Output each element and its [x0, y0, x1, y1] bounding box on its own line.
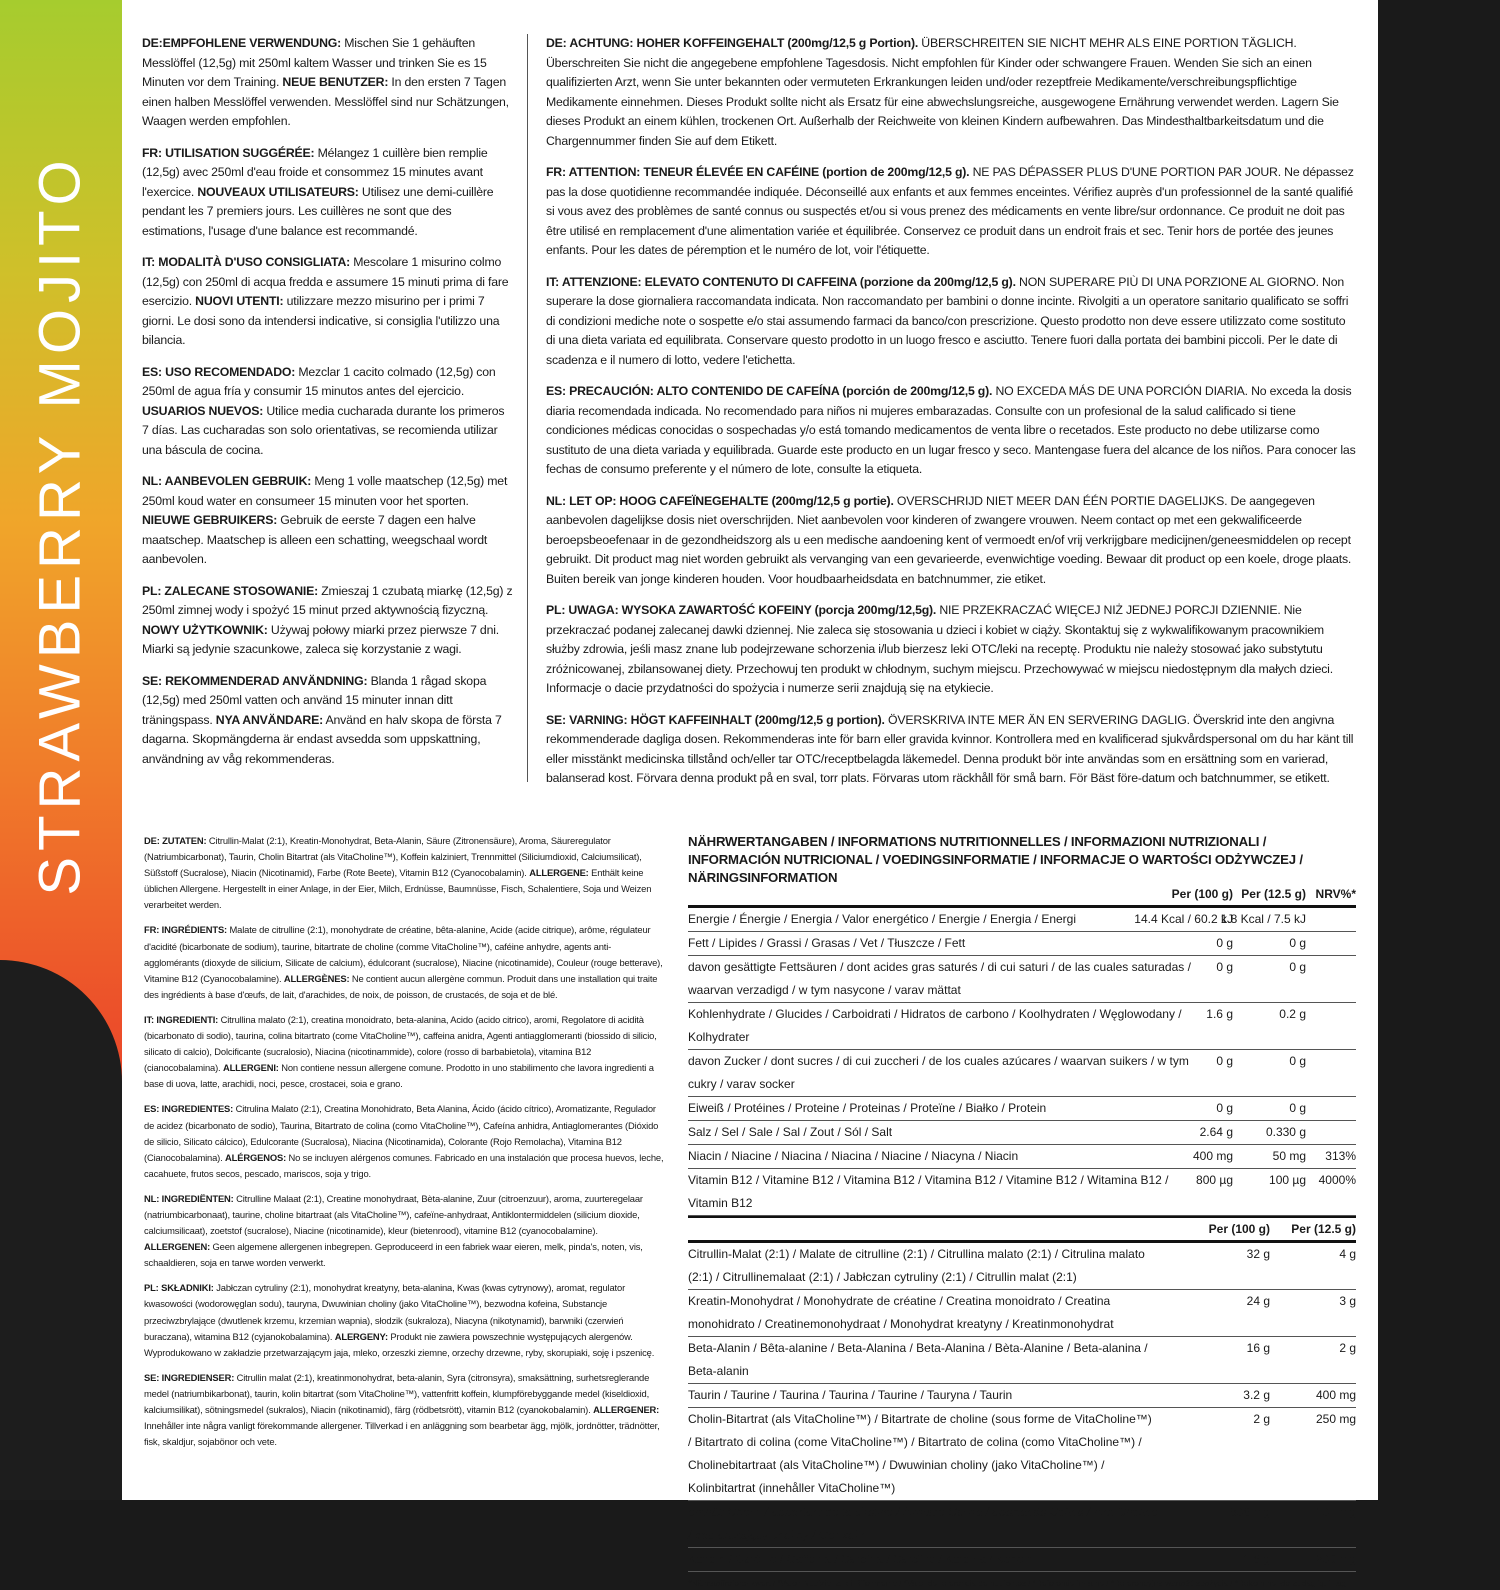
usage-subheading: NOUVEAUX UTILISATEURS: [197, 184, 359, 199]
usage-subheading: NYA ANVÄNDARE: [215, 712, 323, 727]
ingredients-heading: FR: INGRÉDIENTS: [144, 924, 228, 936]
active-row [688, 1408, 1356, 1501]
value-per-serving: 0 g [1289, 1101, 1306, 1115]
usage-heading: UTILISATION SUGGÉRÉE: [161, 145, 315, 160]
nutrition-rows [688, 908, 1356, 1216]
usage-lang: NL: [142, 474, 162, 488]
usage-paragraph [142, 34, 514, 132]
ingredients-paragraph [144, 1280, 664, 1360]
ingredients-text: Citrullina malato (2:1), creatina monoidrato, beta-alanina, Acido (acido citrico), aromi, Regolatore di acidità (bicarbonato di sodio), taurina, colina bitartrato (come VitaCholine™), caffeina anidra, Agenti antiagglomeranti (biossido di silicio, silicato di calcio), Dolcificante (sucralosio), Niacina (nicotinammide), colore (rosso di barbabietola), vitamina B12 (cianocobalamina). [144, 1013, 657, 1074]
usage-subheading: NUOVI UTENTI: [195, 294, 284, 308]
value-per-serving: 0 g [1289, 1054, 1306, 1068]
warning-text: NON SUPERARE PIÙ DI UNA PORZIONE AL GIORNO. Non superare la dose giornaliera raccomandata indicata. Non raccomandato per bambini o donne incinte. Rivolgiti a un operatore sanitario qualificato se soffri di condizioni mediche note o sospette e/o stai assumendo farmaci da banco/con prescrizione. Questo prodotto non deve essere utilizzato come sostituto di una dieta variata ed equilibrata. Conservare questo prodotto in un luogo fresco e asciutto. Tenere fuori dalla portata dei bambini piccoli. Per le date di scadenza e il numero di lotto, vedere l'etichetta. [546, 274, 1349, 367]
active-row [688, 1548, 1356, 1572]
usage-lang: ES: [142, 364, 162, 379]
nutrient-label: davon Zucker / dont sucres / di cui zuccheri / de los cuales azúcares / waarvan suikers / w tym cukry / varav socker [688, 1054, 1189, 1091]
value-per-serving: 50 mg [1272, 1149, 1306, 1163]
allergens-heading: ALLERGÈNES: [283, 972, 350, 984]
usage-text: Mezclar 1 cacito colmado (12,5g) con 250ml de agua fría y consumir 15 minutos antes del ejercicio. [142, 364, 496, 398]
warning-lang: ES: [546, 384, 566, 398]
warning-paragraph [546, 34, 1356, 151]
col-per-100g: Per (100 g) [1171, 887, 1233, 901]
value-per-100g: 32 g [1246, 1247, 1270, 1261]
value-per-serving: 3 g [1339, 1294, 1356, 1308]
ingredients-text: Citrulina Malato (2:1), Creatina Monohidrato, Beta Alanina, Ácido (ácido cítrico), Aromatizante, Regulador de acidez (bicarbonato de sodio), Taurina, Bitartrato de colina (como VitaCholine™), Cafeína anhidra, Antiaglomerantes (Dióxido de silicio, Silicato cálcico), Edulcorante (Sucralosa), Niacina (Nicotinamida), Colorante (Rojo Remolacha), Vitamina B12 (Cianocobalamina). [144, 1103, 659, 1163]
nutrition-row [688, 1169, 1356, 1216]
sub-col-per-100g: Per (100 g) [1208, 1222, 1270, 1236]
warning-heading: ATTENZIONE: ELEVATO CONTENUTO DI CAFFEINA (porzione da 200mg/12,5 g). [559, 274, 1016, 289]
usage-heading: REKOMMENDERAD ANVÄNDNING: [161, 673, 368, 688]
nutrition-row [688, 956, 1356, 1003]
usage-text: Mischen Sie 1 gehäuften Messlöffel (12,5g) mit 250ml kaltem Wasser und trinken Sie es 15 Minuten vor dem Training. [142, 36, 487, 89]
usage-text: Blanda 1 rågad skopa (12,5g) med 250ml vatten och använd 15 minuter innan ditt träningspass. [142, 673, 487, 727]
usage-heading: ZALECANE STOSOWANIE: [161, 583, 319, 598]
active-label: Beta-Alanin / Bêta-alanine / Beta-Alanina / Beta-Alanina / Bèta-Alanine / Beta-alanina / Beta-alanin [688, 1341, 1148, 1378]
usage-paragraph [142, 363, 514, 461]
value-per-serving: 2 g [1339, 1341, 1356, 1355]
active-row [688, 1384, 1356, 1408]
ingredients-paragraph [144, 833, 664, 913]
value-per-100g: 0 g [1216, 936, 1233, 950]
ingredients-text: Citrulline Malaat (2:1), Creatine monohydraat, Bèta-alanine, Zuur (citroenzuur), aroma, zuurteregelaar (natriumbicarbonaat), taurine, choline bitartraat (als VitaCholine™), cafeïne-anhydraat, Antiklontermiddelen (silicium dioxide, calciumsilicaat), zoetstof (sucralose), Niacine (nicotinamide), kleur (bietenrood), vitamine B12 (cyanocobalamine). [144, 1192, 643, 1237]
warning-lang: PL: [546, 603, 566, 617]
allergens-text: Non contiene nessun allergene comune. Prodotto in uno stabilimento che lavora ingredienti a base di uova, latte, arachidi, noci, pesce, crostacei, soia e grano. [144, 1062, 654, 1090]
allergens-heading: ALLERGENEN: [144, 1241, 211, 1253]
usage-text: Używaj połowy miarki przez pierwsze 7 dni. Miarki są jedynie szacunkowe, zaleca się korzystanie z wagi. [142, 622, 499, 656]
warning-paragraph [546, 492, 1356, 590]
active-row [688, 1501, 1356, 1548]
allergens-text: No se incluyen alérgenos comunes. Fabricado en una instalación que procesa huevos, leche, cacahuete, frutos secos, pescado, mariscos, soja y trigo. [144, 1151, 664, 1179]
warning-text: OVERSCHRIJD NIET MEER DAN ÉÉN PORTIE DAGELIJKS. De aangegeven aanbevolen dagelijkse dosis niet overschrijden. Niet aanbevolen voor kinderen of zwangere vrouwen. Neem contact op met een gekwalificeerde beroepsbeoefenaar in de gezondheidszorg als u een medische aandoening kent of vermoedt en/of vrij verkrijgbare medicijnen/geneesmiddelen op recept gebruikt. Dit product mag niet worden gebruikt als vervanging van een gevarieerde, evenwichtige voeding. Bewaar dit product op een koele, droge plaats. Buiten bereik van jonge kinderen houden. Voor houdbaarheidsdata en batchnummer, zie etiket. [546, 493, 1352, 586]
usage-lang: FR: [142, 145, 162, 160]
value-per-100g: 3.2 g [1243, 1388, 1270, 1402]
usage-lang: DE: [142, 36, 163, 50]
sub-col-per-serving: Per (12.5 g) [1291, 1222, 1356, 1236]
usage-text: Meng 1 volle maatschep (12,5g) met 250ml koud water en consumeer 15 minuten voor het sporten. [142, 474, 508, 508]
value-per-serving: 400 mg [1315, 1388, 1356, 1402]
active-label: Citrullin-Malat (2:1) / Malate de citrulline (2:1) / Citrullina malato (2:1) / Citrulina malato (2:1) / Citrullinemalaat (2:1) / Jabłczan cytruliny (2:1) / Citrullin malat (2:1) [688, 1247, 1145, 1284]
active-row [688, 1290, 1356, 1337]
value-per-100g: 0 g [1216, 960, 1233, 974]
value-per-serving: 101 mg [1315, 1505, 1356, 1519]
ingredients-heading: PL: SKŁADNIKI: [144, 1282, 214, 1294]
allergens-text: Geen algemene allergenen inbegrepen. Geproduceerd in een fabriek waar eieren, melk, pinda's, noten, vis, schaaldieren, soja en tarwe worden verwerkt. [144, 1241, 643, 1269]
usage-text: Mescolare 1 misurino colmo (12,5g) con 250ml di acqua fredda e assumere 15 minuti prima di fare esercizio. [142, 255, 509, 308]
warning-paragraph [546, 711, 1356, 789]
ingredients-paragraph [144, 1101, 664, 1181]
nutrient-label: Energie / Énergie / Energia / Valor energético / Energie / Energia / Energi [688, 912, 1077, 926]
usage-paragraph [142, 253, 514, 351]
warnings-column [546, 34, 1356, 801]
usage-text: Utilice media cucharada durante los primeros 7 días. Las cucharadas son solo orientativas, se recomienda utilizar una báscula de cocina. [142, 403, 505, 457]
warning-heading: PRECAUCIÓN: ALTO CONTENIDO DE CAFEÍNA (porción de 200mg/12,5 g). [565, 384, 993, 398]
value-per-100g: 0 g [1216, 1101, 1233, 1115]
warning-paragraph [546, 601, 1356, 699]
ingredients-heading: NL: INGREDIËNTEN: [144, 1192, 234, 1204]
usage-subheading: NEUE BENUTZER: [282, 75, 389, 89]
warning-heading: UWAGA: WYSOKA ZAWARTOŚĆ KOFEINY (porcja 200mg/12,5g). [565, 603, 937, 617]
active-label: Taurin / Taurine / Taurina / Taurina / Taurine / Tauryna / Taurin [688, 1388, 1013, 1402]
ingredients-text: Citrullin malat (2:1), kreatinmonohydrat, beta-alanin, Syra (citronsyra), smaksättning, surhetsreglerande medel (natriumbikarbonat), taurin, kolin bitartrat (som VitaCholine™), vattenfritt koffein, klumpförebyggande medel (kiseldioxid, kalciumsilikat), sötningsmedel (sukralos), Niacin (nikotinamid), färg (rödbetsrött), vitamin B12 (cyanokobalamin). [144, 1371, 650, 1415]
warning-heading: VARNING: HÖGT KAFFEINHALT (200mg/12,5 g portion). [565, 712, 885, 727]
nutrition-title: NÄHRWERTANGABEN / INFORMATIONS NUTRITIONNELLES / INFORMAZIONI NUTRIZIONALI / INFORMACIÓN NUTRICIONAL / VOEDINGSINFORMATIE / INFORMACJE O WARTOŚCI ODŻYWCZEJ / NÄRINGSINFORMATION [688, 834, 1303, 885]
ingredients-paragraph [144, 1191, 664, 1271]
usage-lang: IT: [142, 255, 156, 269]
ingredients-heading: SE: INGREDIENSER: [144, 1371, 235, 1383]
value-per-100g: 14.4 Kcal / 60.2 kJ [1134, 912, 1233, 926]
active-label: enthält Cholin / apportant de la choline / fornisce Colina / aportando Colina / met Choline / dostarczający choliny / Ger kolin [688, 1505, 1158, 1542]
nutrition-row [688, 1003, 1356, 1050]
ingredients-paragraph [144, 1012, 664, 1092]
warning-lang: DE: [546, 36, 567, 50]
nutrient-label: Niacin / Niacine / Niacina / Niacina / Niacine / Niacyna / Niacin [688, 1149, 1019, 1163]
usage-text: Mélangez 1 cuillère bien remplie (12,5g) avec 250ml d'eau froide et consommez 15 minutes avant l'exercice. [142, 145, 488, 199]
allergens-text: Produkt nie zawiera powszechnie występujących alergenów. Wyprodukowano w zakładzie przetwarzającym jaja, mleko, orzeszki ziemne, orzechy drzewne, ryby, skorupiaki, soję i pszenicę. [144, 1330, 655, 1358]
usage-paragraph [142, 472, 514, 570]
usage-column [142, 34, 514, 781]
value-per-100g: 0 g [1216, 1054, 1233, 1068]
nutrient-label: Kohlenhydrate / Glucides / Carboidrati / Hidratos de carbono / Koolhydraten / Węglowodany / Kolhydrater [688, 1007, 1182, 1044]
nutrition-row [688, 1097, 1356, 1121]
usage-subheading: USUARIOS NUEVOS: [142, 403, 264, 418]
allergens-heading: ALLERGENER: [593, 1404, 660, 1415]
active-row [688, 1243, 1356, 1290]
allergens-heading: ALLERGENE: [529, 867, 589, 879]
active-label: Cholin-Bitartrat (als VitaCholine™) / Bitartrate de choline (sous forme de VitaCholine™) / Bitartrato di colina (come VitaCholine™) / Bitartrato de colina (como VitaCholine™) / Cholinebitartraat (als VitaCholine™) / Dwuwinian choliny (jako VitaCholine™) / Kolinbitartrat (innehåller VitaCholine™) [688, 1412, 1152, 1495]
active-label: Koffein / Caféine / Caffeina / Cafeína / Cafeïne / Kofeina / Koffein [688, 1552, 1033, 1566]
usage-text: utilizzare mezzo misurino per i primi 7 giorni. Le dosi sono da intendersi indicative, si consiglia l'utilizzo una bilancia. [142, 294, 500, 347]
ingredients-text: Citrullin-Malat (2:1), Kreatin-Monohydrat, Beta-Alanin, Säure (Zitronensäure), Aroma, Säureregulator (Natriumbicarbonat), Taurin, Cholin Bitartrat (als VitaCholine™), Koffein kalziniert, Trennmittel (Siliciumdioxid, Calciumsilicat), Süßstoff (Sucralose), Niacin (Nicotinamid), Farbe (Rote Beete), Vitamin B12 (Cyanocobalamin). [144, 835, 642, 879]
nutrition-header [688, 887, 1356, 905]
active-row [688, 1337, 1356, 1384]
warning-text: NIE PRZEKRACZAĆ WIĘCEJ NIŻ JEDNEJ PORCJI DZIENNIE. Nie przekraczać podanej zalecanej dawki dziennej. Nie zaleca się stosowania u dzieci i kobiet w ciąży. Skontaktuj się z wykwalifikowanym pracownikiem służby zdrowia, jeśli masz znane lub podejrzewane schorzenia i/lub bierzesz leki OTC/leki na receptę. Produktu nie należy stosować jako substytutu zróżnicowanej, zbilansowanej diety. Przechowuj ten produkt w chłodnym, suchym miejscu. Przechowywać w miejscu niedostępnym dla małych dzieci. Informacje o dacie przydatności do spożycia i numerze serii znajdują się na etykiecie. [546, 603, 1333, 695]
nutrient-label: Fett / Lipides / Grassi / Grasas / Vet / Tłuszcze / Fett [688, 936, 966, 950]
ingredients-column [144, 833, 664, 1459]
usage-heading: MODALITÀ D'USO CONSIGLIATA: [155, 255, 351, 269]
usage-lang: PL: [142, 583, 162, 598]
usage-heading: EMPFOHLENE VERWENDUNG: [162, 36, 342, 50]
usage-paragraph [142, 144, 514, 242]
nutrition-row [688, 1050, 1356, 1097]
value-per-100g: 2 g [1253, 1412, 1270, 1426]
value-per-100g: 2.64 g [1199, 1125, 1233, 1139]
warning-lang: FR: [546, 165, 566, 179]
flavor-name: STRAWBERRY MOJITO [27, 154, 93, 896]
usage-paragraph [142, 672, 514, 770]
nutrient-label: Eiweiß / Protéines / Proteine / Proteinas / Proteïne / Białko / Protein [688, 1101, 1047, 1115]
nutrition-row [688, 1145, 1356, 1169]
col-nrv: NRV%* [1315, 887, 1356, 901]
warning-heading: LET OP: HOOG CAFEÏNEGEHALTE (200mg/12,5 g portie). [565, 493, 894, 508]
value-per-serving: 0.330 g [1265, 1125, 1306, 1139]
active-label: Kreatin-Monohydrat / Monohydrate de créatine / Creatina monoidrato / Creatina monohidrato / Creatinemonohydraat / Monohydrat kreatyny / Kreatinmonohydrat [688, 1294, 1114, 1331]
ingredients-paragraph [144, 1370, 664, 1450]
warning-heading: ACHTUNG: HOHER KOFFEINGEHALT (200mg/12,5 g Portion). [566, 36, 919, 50]
value-per-serving: 250 mg [1315, 1412, 1356, 1426]
value-per-serving: 1.8 Kcal / 7.5 kJ [1220, 912, 1306, 926]
warning-text: NO EXCEDA MÁS DE UNA PORCIÓN DIARIA. No exceda la dosis diaria recomendada indicada. No recomendado para niños ni mujeres embarazadas. Consulte con un profesional de la salud calificado si tiene condiciones médicas conocidas o sospechadas y/o está tomando medicamentos de venta libre o recetados. Este producto no debe utilizarse como sustituto de una dieta variada y equilibrada. Guarde este producto en un lugar fresco y seco. Mantengase fuera del alcance de los niños. Para conocer las fechas de consumo preferente y el número de lote, consulte la etiqueta. [546, 384, 1356, 476]
value-per-100g: 1.6 g [1243, 1552, 1270, 1566]
ingredients-text: Malate de citrulline (2:1), monohydrate de créatine, bêta-alanine, Acide (acide citrique), arôme, régulateur d'acidité (bicarbonate de sodium), taurine, bitartrate de choline (comme VitaCholine™), caféine anhydre, agents anti-agglomérants (dioxyde de silicium, Silicate de calcium), édulcorant (sucralose), Niacine (nicotinamide), Couleur (rouge betterave), Vitamine B12 (Cyanocobalamine). [144, 924, 663, 984]
usage-text: Utilisez une demi-cuillère pendant les 7 premiers jours. Les cuillères ne sont que des estimations, l'usage d'une balance est recommandé. [142, 184, 494, 238]
value-per-serving: 200 mg [1315, 1552, 1356, 1566]
value-per-100g: 808 mg [1229, 1505, 1270, 1519]
right-dark-edge [1378, 0, 1500, 1500]
warning-lang: SE: [546, 712, 566, 727]
value-nrv: 4000% [1318, 1173, 1356, 1187]
usage-text: Använd en halv skopa de första 7 dagarna. Skopmängderna är endast avsedda som uppskattning, användning av våg rekommenderas. [142, 712, 502, 766]
nutrient-label: davon gesättigte Fettsäuren / dont acides gras saturés / di cui saturi / de las cuales saturadas / waarvan verzadigd / w tym nasycone / varav mättat [688, 960, 1191, 997]
nutrition-table [688, 833, 1356, 1590]
active-header [688, 1218, 1356, 1240]
ingredients-paragraph [144, 922, 664, 1002]
value-nrv: 313% [1325, 1149, 1356, 1163]
usage-heading: AANBEVOLEN GEBRUIK: [161, 474, 312, 488]
usage-subheading: NOWY UŻYTKOWNIK: [142, 622, 268, 637]
warning-lang: NL: [546, 493, 566, 508]
usage-text: In den ersten 7 Tagen einen halben Messlöffel verwenden. Messlöffel sind nur Schätzungen, Waagen werden empfohlen. [142, 75, 509, 128]
value-per-serving: 0.2 g [1279, 1007, 1306, 1021]
ingredients-heading: DE: ZUTATEN: [144, 835, 207, 846]
warning-lang: IT: [546, 274, 560, 289]
ingredients-text: Jabłczan cytruliny (2:1), monohydrat kreatyny, beta-alanina, Kwas (kwas cytrynowy), aromat, regulator kwasowości (wodorowęglan sodu), tauryna, Dwuwinian choliny (jako VitaCholine™), bezwodna kofeina, Substancje przeciwzbrylające (dwutlenek krzemu, krzemian wapnia), słodzik (sukraloza), Niacyna (nikotynamid), barwniki (czerwień buraczana), witamina B12 (cyjanokobalamina). [144, 1282, 626, 1342]
value-per-100g: 800 µg [1196, 1173, 1233, 1187]
usage-text: Gebruik de eerste 7 dagen een halve maatschep. Maatschep is alleen een schatting, weegschaal wordt aanbevolen. [142, 513, 488, 566]
warning-text: ÜBERSCHREITEN SIE NICHT MEHR ALS EINE PORTION TÄGLICH. Überschreiten Sie nicht die angegebene empfohlene Tagesdosis. Nicht empfohlen für Kinder oder schwangere Frauen. Wenden Sie sich an einen qualifizierten Arzt, wenn Sie unter bekannten oder vermuteten Erkrankungen leiden und/oder rezeptfreie Medikamente/verschreibungspflichtige Medikamente einnehmen. Dieses Produkt sollte nicht als Ersatz für eine abwechslungsreiche, ausgewogene Ernährung verwendet werden. Lagern Sie dieses Produkt an einem kühlen, trockenen Ort. Außerhalb der Reichweite von kleinen Kindern aufbewahren. Das Mindesthaltbarkeitsdatum und die Chargennummer finden Sie auf dem Etikett. [546, 36, 1339, 148]
nutrition-row [688, 932, 1356, 956]
warning-heading: ATTENTION: TENEUR ÉLEVÉE EN CAFÉINE (portion de 200mg/12,5 g). [565, 165, 970, 179]
usage-lang: SE: [142, 673, 162, 688]
nutrition-row [688, 1121, 1356, 1145]
ingredients-heading: IT: INGREDIENTI: [144, 1013, 219, 1025]
allergens-heading: ALÉRGENOS: [225, 1151, 287, 1163]
warning-paragraph [546, 273, 1356, 371]
nrv-footnote: *Nährstoffreferenzwert / *Valori Nutrizionali di Riferimento / *Valor de referencia de nutrientes / *Referentie-inname / *Referencyjna wartość spożycia / *Rekommenderat dagligt intag [688, 1578, 1347, 1588]
usage-text: Zmieszaj 1 czubatą miarkę (12,5g) z 250ml zimnej wody i spożyć 15 minut przed aktywnością fizyczną. [142, 583, 513, 617]
warning-paragraph [546, 382, 1356, 480]
allergens-heading: ALERGENY: [334, 1330, 388, 1342]
column-divider [527, 34, 528, 782]
allergens-text: Ne contient aucun allergène commun. Produit dans une installation qui traite des ingrédients à base d'œufs, de lait, d'arachides, de noix, de poisson, de crustacés, de soja et de blé. [144, 972, 658, 1000]
allergens-text: Innehåller inte några vanligt förekommande allergener. Tillverkad i en anläggning som bearbetar ägg, mjölk, jordnötter, trädnötter, fisk, skaldjur, sojabönor och vete. [144, 1420, 660, 1448]
value-per-serving: 0 g [1289, 960, 1306, 974]
nutrient-label: Salz / Sel / Sale / Sal / Zout / Sól / Salt [688, 1125, 893, 1139]
active-rows [688, 1243, 1356, 1572]
usage-subheading: NIEUWE GEBRUIKERS: [142, 513, 278, 527]
value-per-100g: 400 mg [1192, 1149, 1233, 1163]
warning-paragraph [546, 163, 1356, 261]
value-per-100g: 24 g [1246, 1294, 1270, 1308]
usage-paragraph [142, 582, 514, 660]
value-per-serving: 100 µg [1269, 1173, 1306, 1187]
warning-text: ÖVERSKRIVA INTE MER ÄN EN SERVERING DAGLIG. Överskrid inte den angivna rekommenderade dagliga dosen. Rekommenderas inte för barn eller gravida kvinnor. Kontrollera med en kvalificerad sjukvårdspersonal om du har känt till eller misstänkt medicinska tillstånd och/eller tar OTC/receptbelagda läkemedel. Denna produkt bör inte användas som en ersättning som en varierad, balanserad kost. Förvara denna produkt på en sval, torr plats. Förvaras utom räckhåll för små barn. För Bäst före-datum och batchnummer, se etikett. [546, 712, 1354, 785]
value-per-100g: 1.6 g [1206, 1007, 1233, 1021]
warning-text: NE PAS DÉPASSER PLUS D'UNE PORTION PAR JOUR. Ne dépassez pas la dose quotidienne recommandée indiquée. Déconseillé aux enfants et aux femmes enceintes. Vérifiez auprès d'un professionnel de la santé qualifié si vous avez des problèmes de santé connus ou suspectés et/ou si vous prenez des médicaments en vente libre/sur ordonnance. Ce produit ne doit pas être utilisé en remplacement d'une alimentation variée et équilibrée. Conservez ce produit dans un endroit frais et sec. Tenir hors de portée des jeunes enfants. Pour les dates de péremption et le numéro de lot, voir l'étiquette. [546, 165, 1354, 257]
value-per-serving: 0 g [1289, 936, 1306, 950]
usage-heading: USO RECOMENDADO: [161, 364, 296, 379]
value-per-serving: 4 g [1339, 1247, 1356, 1261]
nutrition-row [688, 908, 1356, 932]
allergens-text: Enthält keine üblichen Allergene. Hergestellt in einer Anlage, in der Eier, Milch, Erdnüsse, Baumnüsse, Fisch, Schalentiere, Soja und Weizen verarbeitet werden. [144, 867, 652, 911]
nutrient-label: Vitamin B12 / Vitamine B12 / Vitamina B12 / Vitamina B12 / Vitamine B12 / Witamina B12 / Vitamin B12 [688, 1173, 1169, 1210]
ingredients-heading: ES: INGREDIENTES: [144, 1103, 234, 1115]
value-per-100g: 16 g [1246, 1341, 1270, 1355]
col-per-serving: Per (12.5 g) [1241, 887, 1306, 901]
allergens-heading: ALLERGENI: [222, 1062, 279, 1074]
